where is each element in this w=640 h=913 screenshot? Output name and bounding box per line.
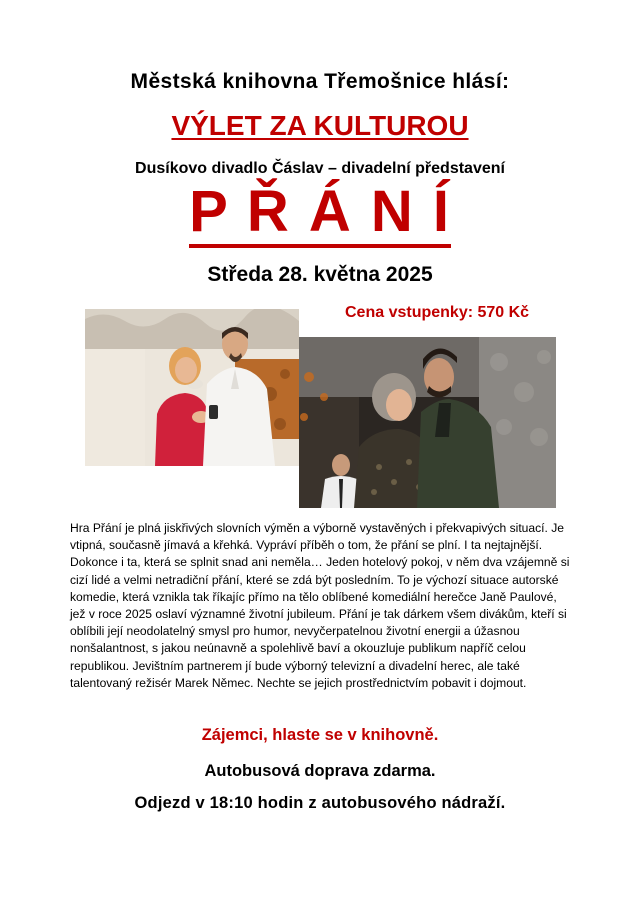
ticket-price: Cena vstupenky: 570 Kč [345, 304, 530, 321]
trip-title-wrap [0, 110, 640, 142]
trip-title: VÝLET ZA KULTUROU [171, 110, 469, 141]
stage-photo-right [299, 337, 556, 508]
play-description: Hra Přání je plná jiskřivých slovních výměn a výborně vystavěných i překvapivých situací. Je vtipná, současně jímavá a křehká. Vypráví příběh o tom, že přání se plní. I ta nejtajnější. Dokonce i ta, která se splnit snad ani neměla… Jeden hotelový pokoj, v něm dva vzájemně si cizí lidé a velmi netradiční přání, které se zdá být posledním. To je výchozí situace autorské komedie, která vznikla tak říkajíc přímo na tělo oblíbené komediální herečce Janě Paulové, jež v roce 2025 oslaví významné životní jubileum. Přání je tak dárkem všem divákům, kteří si oblíbili její neodolatelný smysl pro humor, nevyčerpatelnou životní energii a úžasnou nonšalantnost, s jakou neúnavně a spolehlivě baví a okouzluje publikum napříč celou republikou. Jevištním partnerem jí bude výborný televizní a divadelní herec, ale také talentovaný režisér Marek Němec. Nechte se jejich prostřednictvím pobavit i dojmout. [70, 521, 570, 690]
play-title: P Ř Á N Í [189, 182, 451, 248]
transport-note: Autobusová doprava zdarma. [204, 762, 436, 780]
departure-note: Odjezd v 18:10 hodin z autobusového nádraží. [134, 794, 506, 812]
play-title-wrap [0, 178, 640, 248]
stage-photo-left [85, 309, 299, 466]
poster-header: Městská knihovna Třemošnice hlásí: [130, 70, 510, 93]
event-date: Středa 28. května 2025 [207, 263, 433, 286]
registration-note: Zájemci, hlaste se v knihovně. [201, 726, 439, 744]
theatre-subtitle: Dusíkovo divadlo Čáslav – divadelní představení [135, 160, 505, 177]
